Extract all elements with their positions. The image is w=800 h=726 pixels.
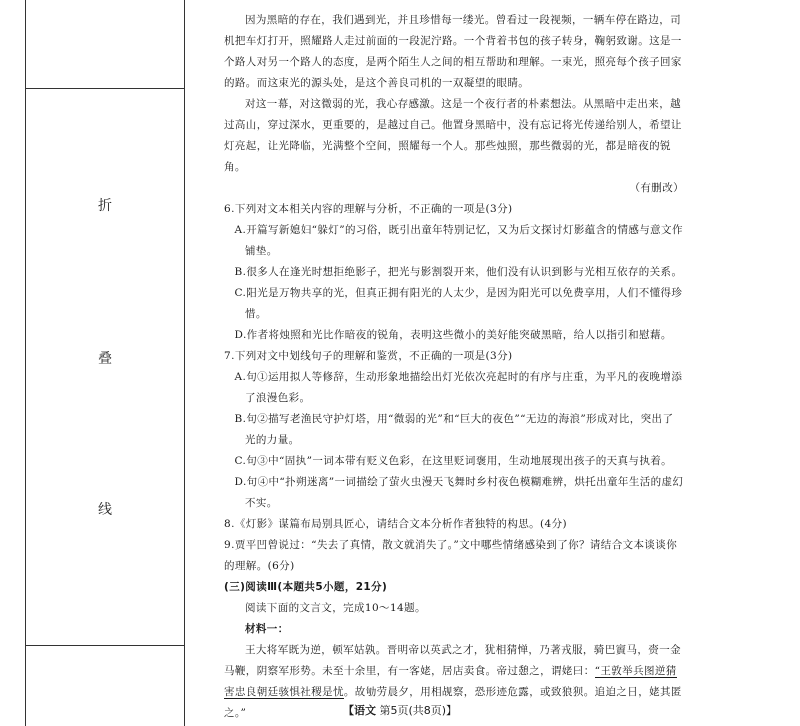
question-6-option-a: A.开篇写新媳妇“躲灯”的习俗，既引出童年特别记忆，又为后文探讨灯影蕴含的情感与意文作铺垫。 xyxy=(234,224,683,257)
question-6-stem: 6.下列对文本相关内容的理解与分析，不正确的一项是(3分) xyxy=(224,203,513,215)
question-7-stem: 7.下列对文中划线句子的理解和鉴赏，不正确的一项是(3分) xyxy=(224,350,513,362)
margin-line-right xyxy=(184,0,185,726)
page-content xyxy=(224,10,684,724)
passage-text: 因为黑暗的存在，我们遇到光，并且珍惜每一缕光。曾看过一段视频，一辆车停在路边，司机把车灯打开，照耀路人走过前面的一段泥泞路。一个背着书包的孩子转身，鞠躬致谢。这是一个路人对另一个路人的态度，是两个陌生人之间的相互帮助和理解。 xyxy=(224,14,682,68)
material-text: 。故劬劳晨夕，用相觇察，恐形迹危露，或致狼狈。追迫之日，姥其匿之。” xyxy=(224,686,682,719)
question-6-option-b: B.很多人在逢光时想拒绝影子，把光与影割裂开来，他们没有认识到影与光相互依存的关系。 xyxy=(234,266,683,278)
passage-paragraph-2: 对这一幕，对这微弱的光，我心存感激。这是一个夜行者的朴素想法。从黑暗中走出来，越过高山，穿过深水，更重要的，是越过自己。他置身黑暗中，没有忘记将光传递给别人，希望让灯亮起，让光降临，光满整个空间，照耀每一个人。那些烛照，那些微弱的光，都是暗夜的锐角。 xyxy=(224,98,682,173)
margin-label-fold: 折 xyxy=(98,198,112,214)
source-note: （有删改） xyxy=(629,182,684,194)
question-8: 8.《灯影》谋篇布局别具匠心，请结合文本分析作者独特的构思。(4分) xyxy=(224,518,567,530)
passage-text: 一束光，照亮每个孩子回家的路。而这束光的源头处，是这个善良司机的一双凝望的眼睛。 xyxy=(224,56,682,89)
question-6-option-d: D.作者将烛照和光比作暗夜的锐角，表明这些微小的美好能突破黑暗，给人以指引和慰藉。 xyxy=(234,329,672,341)
question-7-option-c: C.句③中“固执”一词本带有贬义色彩，在这里贬词褒用，生动地展现出孩子的天真与执着。 xyxy=(234,455,673,467)
material-text: 王大将军既为逆，顿军姑孰。晋明帝以英武之才，犹相猜惮，乃著戎服，骑巴賨马，赍一金马鞭，阴察军形势。未至十余里，有一客姥，居店卖食。帝过憩之，谓姥曰： xyxy=(224,644,681,677)
margin-label-stack: 叠 xyxy=(98,351,112,367)
section-3-heading: (三)阅读Ⅲ(本题共5小题，21分) xyxy=(224,581,388,593)
margin-line-top xyxy=(25,88,184,89)
question-7-option-a: A.句①运用拟人等修辞，生动形象地描绘出灯光依次亮起时的有序与庄重，为平凡的夜晚增添了浪漫色彩。 xyxy=(234,371,683,404)
section-3-instruction: 阅读下面的文言文，完成10～14题。 xyxy=(245,602,426,614)
margin-line-bottom xyxy=(25,645,184,646)
question-7-option-d: D.句④中“扑朔迷离”一词描绘了萤火虫漫天飞舞时乡村夜色模糊难辨，烘托出童年生活的虚幻不实。 xyxy=(234,476,684,509)
footer-page-number: 第5页(共8页)】 xyxy=(379,704,458,717)
page-footer xyxy=(0,702,800,718)
underlined-sentence: “王敦举兵图逆猜害忠良朝廷骇惧社稷是忧 xyxy=(224,665,677,698)
margin-line-left xyxy=(25,0,26,726)
passage-paragraph-1 xyxy=(224,10,684,94)
footer-subject: 【语文 xyxy=(342,704,376,717)
question-9: 9.贾平凹曾说过：“失去了真情，散文就消失了。”文中哪些情绪感染到了你？请结合文本谈谈你的理解。(6分) xyxy=(224,539,678,572)
binding-margin xyxy=(0,0,215,726)
margin-label-line: 线 xyxy=(98,502,112,518)
material-1-label: 材料一： xyxy=(245,623,289,635)
question-6-option-c: C.阳光是万物共享的光，但真正拥有阳光的人太少，是因为阳光可以免费享用，人们不懂得珍惜。 xyxy=(234,287,683,320)
question-7-option-b: B.句②描写老渔民守护灯塔，用“微弱的光”和“巨大的夜色”“无边的海浪”形成对比，突出了光的力量。 xyxy=(234,413,674,446)
